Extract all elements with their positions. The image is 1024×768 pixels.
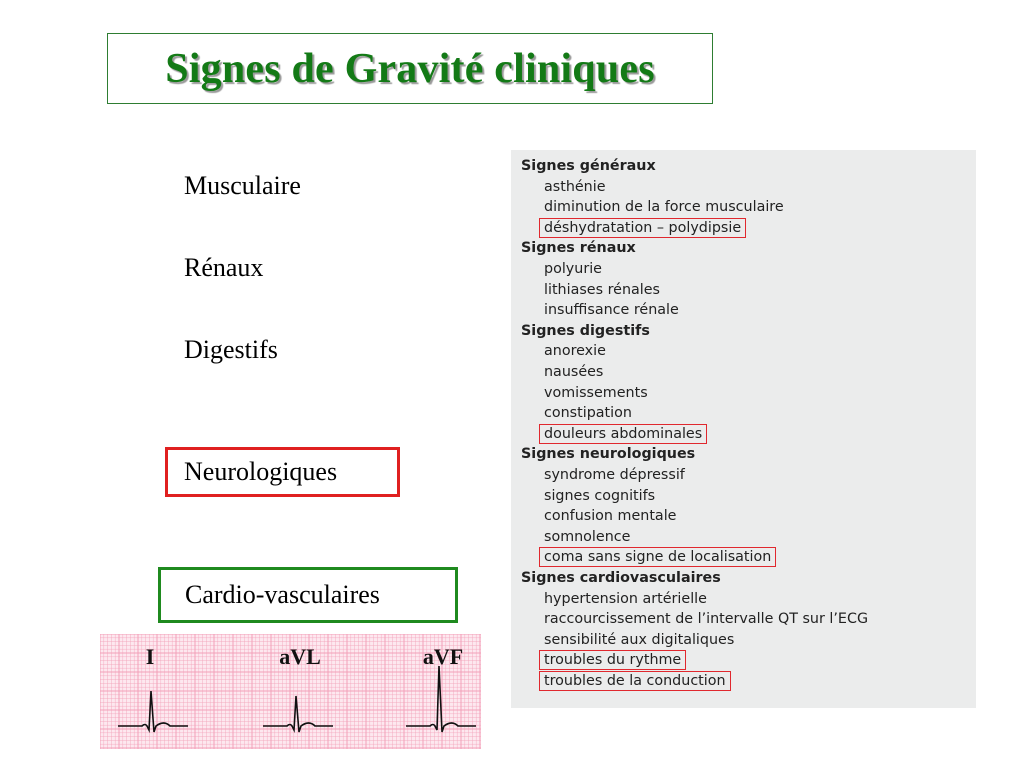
signs-item: nausées: [544, 364, 604, 380]
signs-group-heading: Signes généraux: [521, 158, 656, 174]
category-neurologiques-box: [165, 447, 400, 497]
category-neurologiques: Neurologiques: [184, 457, 338, 486]
category-renaux: Rénaux: [184, 253, 264, 282]
signs-group-heading: Signes rénaux: [521, 240, 636, 257]
ecg-lead-label: aVF: [422, 644, 464, 669]
signs-item: confusion mentale: [544, 508, 677, 525]
slide-title-box: [107, 33, 713, 104]
signs-group-heading: Signes neurologiques: [521, 446, 696, 463]
signs-item: sensibilité aux digitaliques: [544, 631, 735, 648]
ecg-lead-label: aVL: [279, 644, 321, 669]
category-digestifs: Digestifs: [184, 335, 278, 364]
signs-item-highlighted: douleurs abdominales: [540, 425, 706, 443]
category-cardio-box: [158, 567, 458, 623]
signs-item: somnolence: [544, 528, 631, 545]
signs-item: hypertension artérielle: [544, 590, 707, 607]
signs-item: anorexie: [544, 343, 606, 360]
signs-group-heading: Signes cardiovasculaires: [521, 570, 721, 586]
signs-item: signes cognitifs: [544, 487, 656, 504]
signs-item: raccourcissement de l’intervalle QT sur l’ECG: [544, 611, 869, 628]
signs-item: vomissements: [544, 384, 648, 401]
signs-group-heading: Signes digestifs: [521, 322, 650, 339]
signs-item: diminution de la force musculaire: [544, 199, 784, 216]
clinical-signs-panel: [511, 150, 976, 708]
signs-item-highlighted: coma sans signe de localisation: [540, 548, 775, 566]
category-cardio-vasculaires: Cardio-vasculaires: [185, 580, 380, 609]
signs-item: lithiases rénales: [544, 281, 660, 298]
signs-item: syndrome dépressif: [544, 467, 685, 483]
signs-item-highlighted: troubles du rythme: [540, 651, 685, 669]
ecg-strip: [100, 634, 481, 749]
signs-item: constipation: [544, 405, 632, 422]
signs-item: insuffisance rénale: [544, 302, 679, 319]
signs-item: polyurie: [544, 261, 602, 277]
ecg-lead-label: I: [145, 644, 155, 669]
slide-title: Signes de Gravité cliniques: [165, 45, 655, 92]
signs-item: asthénie: [544, 178, 606, 195]
category-musculaire: Musculaire: [184, 171, 301, 200]
signs-item-highlighted: déshydratation – polydipsie: [540, 219, 745, 237]
signs-item-highlighted: troubles de la conduction: [540, 672, 730, 690]
